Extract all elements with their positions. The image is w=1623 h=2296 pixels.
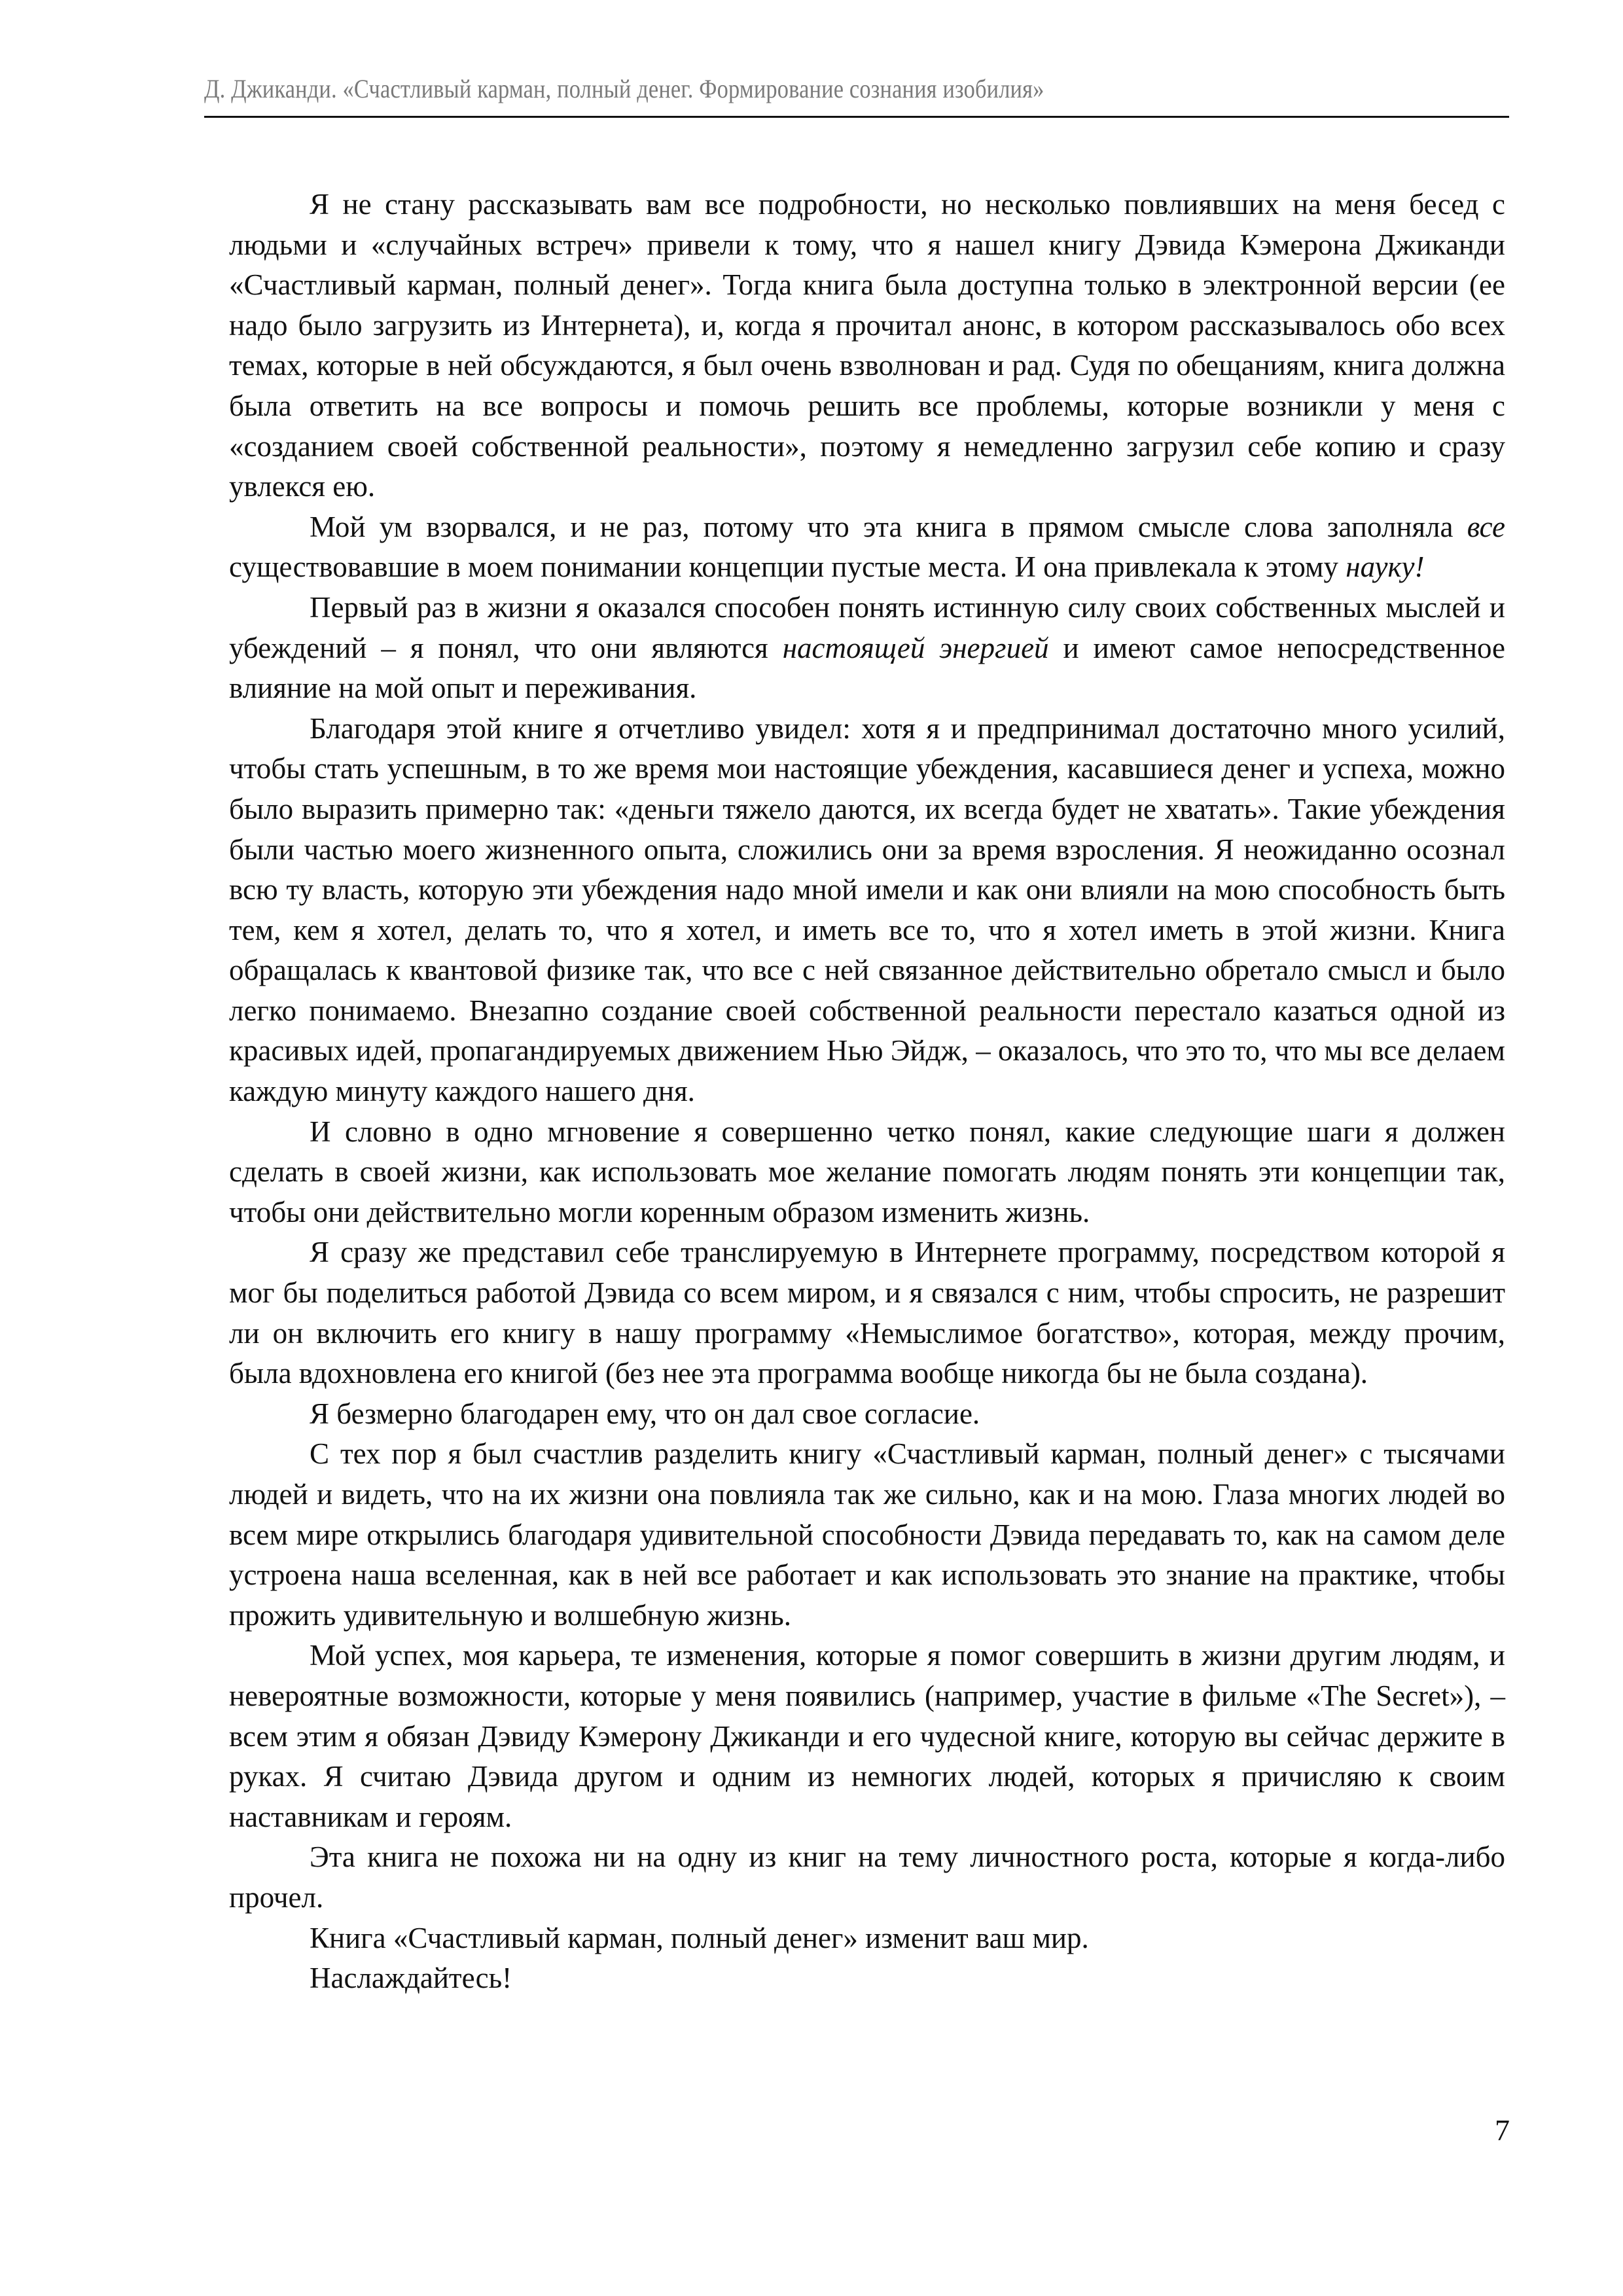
text-segment: С тех пор я был счастлив разделить книгу «Счастливый карман, полный денег» с тысячами людей и видеть, что на их жизни она повлияла так же сильно, как и на мою. Глаза многих людей во всем мире открылись благодаря удивительной способности Дэвида передавать то, как на самом деле устроена наша вселенная, как в ней все работает и как использовать это знание на практике, чтобы прожить удивительную и волшебную жизнь. [229,1437,1505,1632]
text-segment: И словно в одно мгновение я совершенно четко понял, какие следующие шаги я должен сделать в своей жизни, как использовать мое желание помогать людям понять эти концепции так, чтобы они действительно могли коренным образом изменить жизнь. [229,1115,1505,1229]
text-segment: и имеют самое непосредственное влияние на мой опыт и переживания. [229,631,1505,705]
text-segment: Мой успех, моя карьера, те изменения, которые я помог совершить в жизни другим людям, и невероятные возможности, которые у меня появились (например, участие в фильме «The Secret»), – всем этим я обязан Дэвиду Кэмерону Джиканди и его чудесной книге, которую вы сейчас держите в руках. Я считаю Дэвида другом и одним из немногих людей, которых я причисляю к своим наставникам и героям. [229,1639,1505,1833]
paragraph [229,1232,1505,1393]
paragraph [229,185,1505,507]
paragraph [229,1918,1505,1959]
text-segment: Я не стану рассказывать вам все подробности, но несколько повлиявших на меня бесед с людьми и «случайных встреч» привели к тому, что я нашел книгу Дэвида Кэмерона Джиканди «Счастливый карман, полный денег». Тогда книга была доступна только в электронной версии (ее надо было загрузить из Интернета), и, когда я прочитал анонс, в котором рассказывалось обо всех темах, которые в ней обсуждаются, я был очень взволнован и рад. Судя по обещаниям, книга должна была ответить на все вопросы и помочь решить все проблемы, которые возникли у меня с «созданием своей собственной реальности», поэтому я немедленно загрузил себе копию и сразу увлекся ею. [229,188,1505,503]
running-header: Д. Джиканди. «Счастливый карман, полный денег. Формирование сознания изобилия» [204,74,1044,103]
text-segment: Первый раз в жизни я оказался способен понять истинную силу своих собственных мыслей и убеждений – я понял, что они являются [229,590,1505,664]
paragraph [229,709,1505,1112]
paragraph [229,588,1505,709]
text-segment: Мой ум взорвался, и не раз, потому что эта книга в прямом смысле слова заполняла [310,510,1467,543]
page-number: 7 [1495,2113,1510,2147]
text-segment: Благодаря этой книге я отчетливо увидел: хотя я и предпринимал достаточно много усилий, чтобы стать успешным, в то же время мои настоящие убеждения, касавшиеся денег и успеха, можно было выразить примерно так: «деньги тяжело даются, их всегда будет не хватать». Такие убеждения были частью моего жизненного опыта, сложились они за время взросления. Я неожиданно осознал всю ту власть, которую эти убеждения надо мной имели и как они влияли на мою способность быть тем, кем я хотел, делать то, что я хотел, и иметь все то, что я хотел иметь в этой жизни. Книга обращалась к квантовой физике так, что все с ней связанное действительно обретало смысл и было легко понимаемо. Внезапно создание своей собственной реальности перестало казаться одной из красивых идей, пропагандируемых движением Нью Эйдж, – оказалось, что это то, что мы все делаем каждую минуту каждого нашего дня. [229,711,1505,1108]
italic-segment: науку! [1346,550,1425,584]
text-segment: Я сразу же представил себе транслируемую в Интернете программу, посредством которой я мог бы поделиться работой Дэвида со всем миром, и я связался с ним, чтобы спросить, не разрешит ли он включить его книгу в нашу программу «Немыслимое богатство», которая, между прочим, была вдохновлена его книгой (без нее эта программа вообще никогда бы не была создана). [229,1236,1505,1390]
header-divider [204,116,1509,118]
text-segment: Наслаждайтесь! [310,1962,512,1995]
italic-segment: все [1467,510,1505,543]
paragraph [229,1837,1505,1918]
text-segment: Я безмерно благодарен ему, что он дал свое согласие. [310,1397,980,1430]
text-segment: существовавшие в моем понимании концепции пустые места. И она привлекала к этому [229,550,1346,584]
paragraph [229,507,1505,588]
italic-segment: настоящей энергией [782,631,1049,664]
paragraph [229,1394,1505,1435]
text-segment: Эта книга не похожа ни на одну из книг на тему личностного роста, которые я когда-либо прочел. [229,1840,1505,1914]
body-text [229,185,1505,1999]
paragraph [229,1434,1505,1636]
text-segment: Книга «Счастливый карман, полный денег» изменит ваш мир. [310,1921,1089,1954]
paragraph [229,1112,1505,1233]
paragraph [229,1958,1505,1999]
paragraph [229,1636,1505,1837]
